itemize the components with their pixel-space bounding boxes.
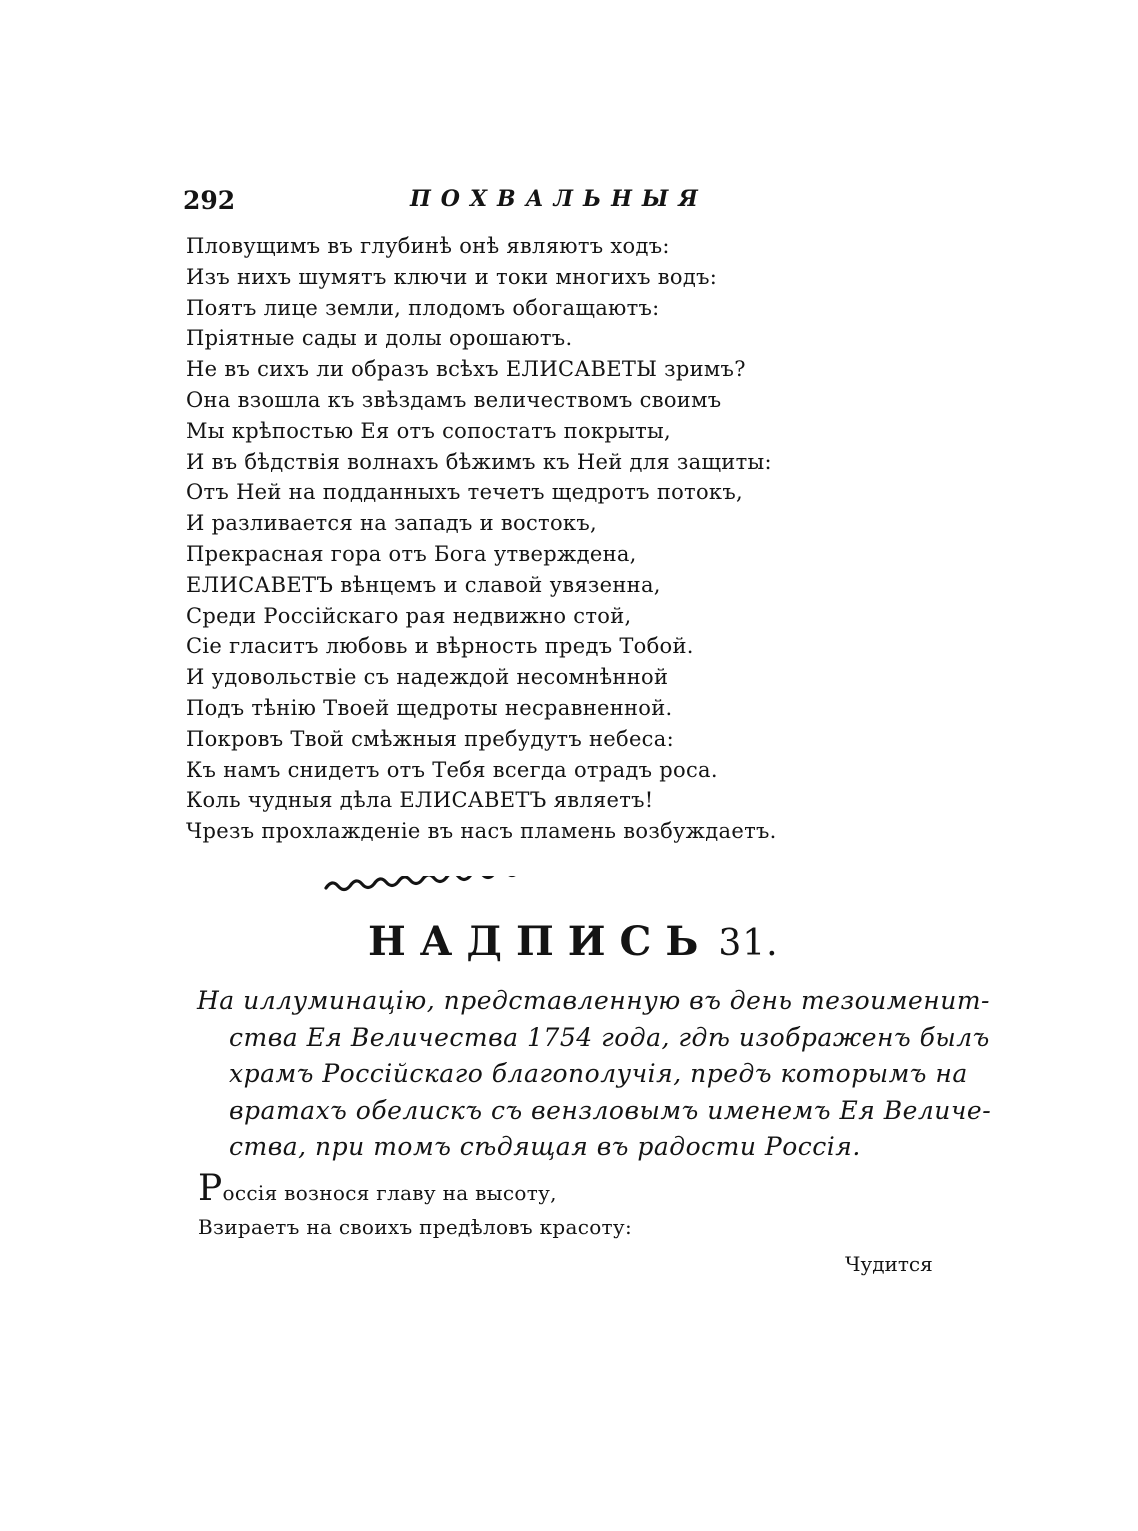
caption-line: вратахъ обелискъ съ вензловымъ именемъ Ея Величе- (229, 1095, 992, 1125)
caption-line: ства, при томъ сѣдящая въ радости Россiя. (229, 1132, 861, 1161)
verse-line: Чрезъ прохлажденiе въ насъ пламень возбуждаетъ. (186, 819, 777, 844)
section-heading (368, 918, 779, 965)
verse-line: Мы крѣпостью Ея отъ сопостатъ покрыты, (186, 418, 672, 443)
page-number: 292 (183, 186, 236, 215)
verse-line: Подъ тѣнiю Твоей щедроты несравненной. (186, 695, 673, 720)
verse-line: Прекрасная гора отъ Бога утверждена, (186, 541, 637, 566)
verse-line: И въ бѣдствiя волнахъ бѣжимъ къ Ней для защиты: (186, 449, 772, 474)
section-number: 31. (718, 923, 779, 964)
catchword: Чудится (845, 1252, 933, 1276)
verse-line: Не въ сихъ ли образъ всѣхъ ЕЛИСАВЕТЫ зримъ? (186, 357, 746, 382)
section-title: НАДПИСЬ (368, 918, 713, 965)
ornamental-divider (322, 876, 814, 896)
verse-line: И разливается на западъ и востокъ, (186, 511, 597, 536)
drop-initial: Р (198, 1168, 223, 1209)
verse-line: Сiе гласитъ любовь и вѣрность предъ Тобой. (186, 634, 694, 659)
verse-line: Она взошла къ звѣздамъ величествомъ своимъ (186, 387, 722, 412)
verse-line: Отъ Ней на подданныхъ течетъ щедротъ потокъ, (186, 480, 743, 505)
verse-line-rest: оссiя вознося главу на высоту, (222, 1181, 557, 1205)
verse-line: ЕЛИСАВЕТЪ вѣнцемъ и славой увязенна, (186, 572, 661, 597)
caption-line: На иллуминацiю, представленную въ день тезоименит- (197, 986, 991, 1015)
verse-line: И удовольствiе съ надеждой несомнѣнной (186, 665, 669, 690)
caption-line: храмъ Россiйскаго благополучiя, предъ которымъ на (229, 1059, 968, 1088)
verse-line (198, 1168, 632, 1210)
second-poem (198, 1168, 633, 1244)
caption-line: ства Ея Величества 1754 года, гдѣ изображенъ былъ (229, 1022, 990, 1052)
running-head: ПОХВАЛЬНЫЯ (410, 186, 708, 212)
verse-line: Къ намъ снидетъ отъ Тебя всегда отрадъ роса. (186, 757, 718, 782)
verse-line: Коль чудныя дѣла ЕЛИСАВЕТЪ являетъ! (186, 788, 654, 813)
verse-line: Среди Россiйскаго рая недвижно стой, (186, 603, 632, 628)
inscription-caption (197, 983, 992, 1166)
verse-line: Взираетъ на своихъ предѣловъ красоту: (198, 1215, 633, 1239)
verse-line: Покровъ Твой смѣжныя пребудутъ небеса: (186, 726, 674, 751)
poem-verses (186, 231, 886, 847)
verse-line: Пловущимъ въ глубинѣ онѣ являютъ ходъ: (186, 234, 670, 258)
verse-line: Прiятные сады и долы орошаютъ. (186, 326, 573, 351)
verse-line: Изъ нихъ шумятъ ключи и токи многихъ водъ: (186, 264, 718, 289)
verse-line: Поятъ лице земли, плодомъ обогащаютъ: (186, 295, 660, 320)
